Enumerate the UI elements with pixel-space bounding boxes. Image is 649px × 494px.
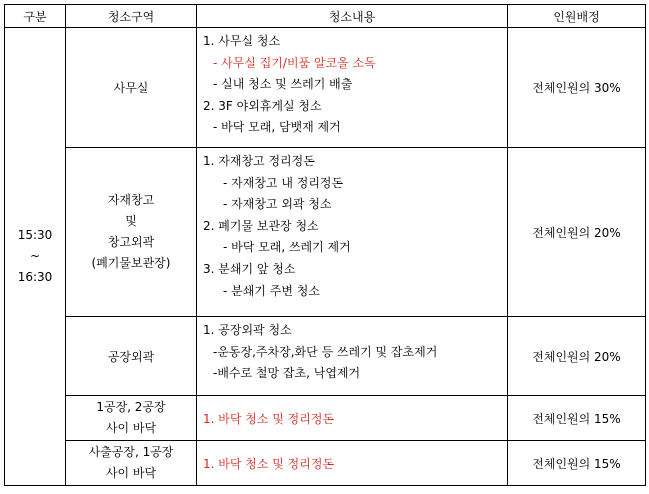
area-name: 자재창고 [107,193,155,207]
content-line: - 바닥 모래, 쓰레기 제거 [223,240,351,255]
time-cell [5,28,66,486]
area-cell [66,396,197,441]
time-end: 16:30 [17,270,53,284]
content-line: - 분쇄기 주변 청소 [223,283,320,298]
header-staff: 인원배정 [508,5,646,28]
table-row [5,396,646,441]
table-row [5,148,646,317]
content-line: -운동장,주차장,화단 등 쓰레기 및 잡초제거 [213,344,438,359]
area-name: 사이 바닥 [105,421,157,435]
area-name: 사무실 [113,81,149,95]
area-name: 창고외곽 [107,235,155,249]
time-start: 15:30 [17,228,53,242]
content-line: 1. 공장외곽 청소 [203,323,292,337]
staff-cell: 전체인원의 15% [508,396,646,441]
content-line: - 바닥 모래, 담뱃재 제거 [213,120,341,135]
area-cell [66,148,197,317]
content-cell [197,317,508,396]
staff-cell: 전체인원의 20% [508,317,646,396]
content-line: -배수로 철망 잡초, 낙엽제거 [213,366,361,381]
content-cell [197,148,508,317]
staff-cell: 전체인원의 20% [508,148,646,317]
header-row [5,5,646,28]
area-cell [66,441,197,486]
content-cell: 1. 바닥 청소 및 정리정돈 [197,396,508,441]
content-line: - 자재창고 외곽 청소 [223,197,332,212]
area-name: 1공장, 2공장 [96,400,166,414]
area-name: 사출공장, 1공장 [88,445,174,459]
area-cell [66,28,197,148]
area-name: 사이 바닥 [105,466,157,480]
content-line: 2. 폐기물 보관장 청소 [203,218,319,233]
content-cell [197,28,508,148]
content-line: - 실내 청소 및 쓰레기 배출 [213,77,353,92]
area-name: 및 [125,214,137,228]
content-line: 1. 사무실 청소 [203,34,281,48]
content-line: 1. 자재창고 정리정돈 [203,154,315,168]
content-line: 3. 분쇄기 앞 청소 [203,261,296,276]
time-separator: ~ [29,249,41,263]
content-line: - 사무실 집기/비품 알코올 소독 [213,55,376,70]
header-division: 구분 [5,5,66,28]
header-area: 청소구역 [66,5,197,28]
area-name: (폐기물보관장) [91,256,171,270]
area-name: 공장외곽 [107,349,155,364]
table-row [5,317,646,396]
table-row [5,28,646,148]
staff-cell: 전체인원의 15% [508,441,646,486]
content-line: - 자재창고 내 정리정돈 [223,175,344,190]
table-row [5,441,646,486]
content-line: 2. 3F 야외휴게실 청소 [203,98,322,113]
cleaning-schedule-table [4,4,646,486]
staff-cell: 전체인원의 30% [508,28,646,148]
content-cell: 1. 바닥 청소 및 정리정돈 [197,441,508,486]
area-cell [66,317,197,396]
header-content: 청소내용 [197,5,508,28]
